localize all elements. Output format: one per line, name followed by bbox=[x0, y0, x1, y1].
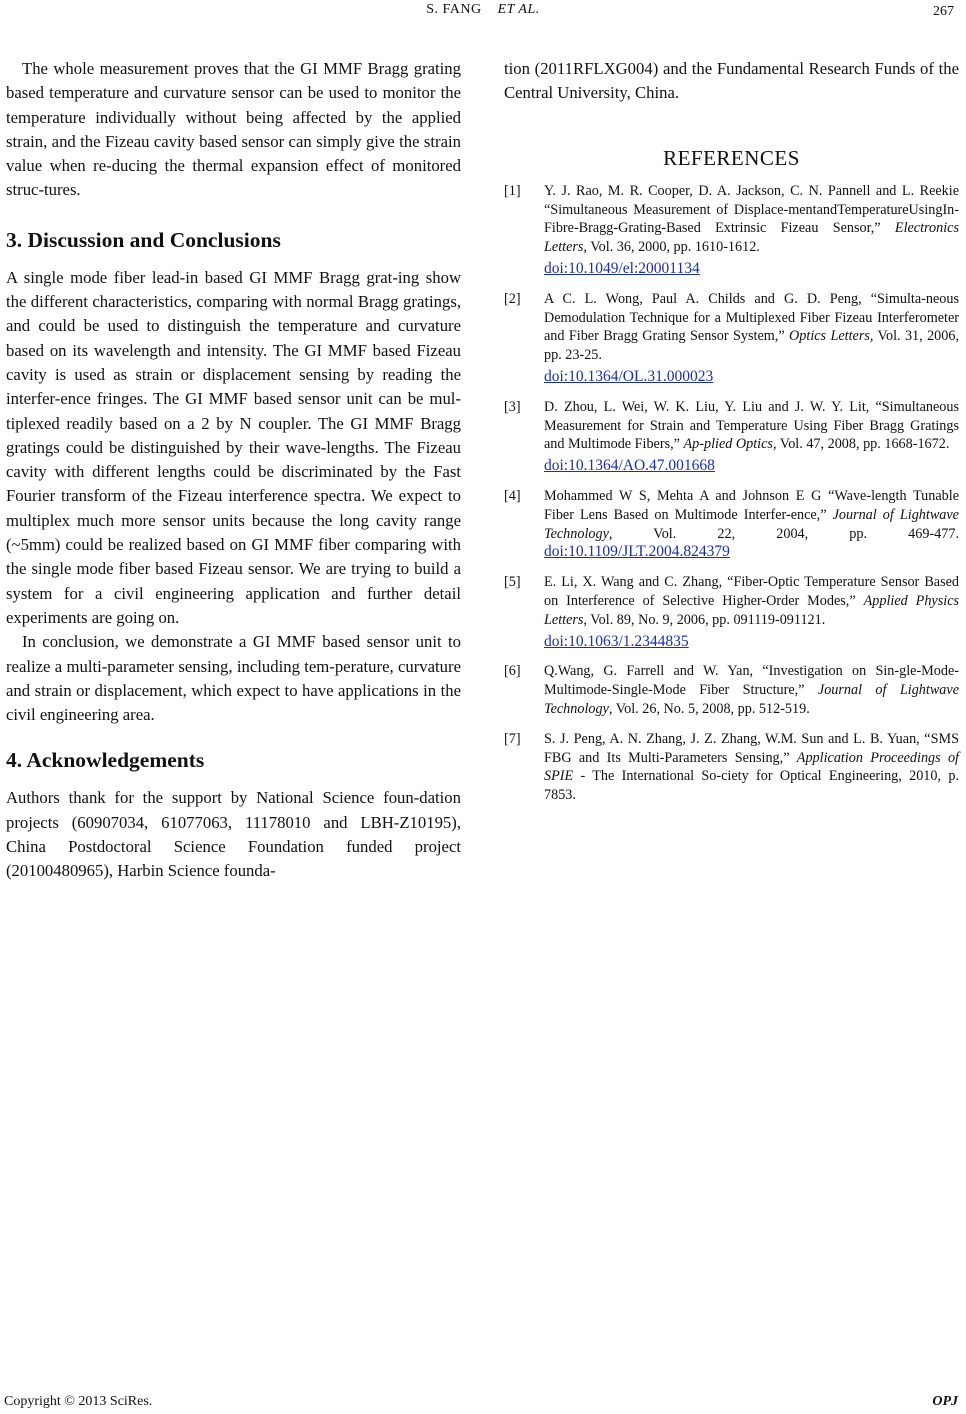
reference-citation: Y. J. Rao, M. R. Cooper, D. A. Jackson, C. N. Pannell and L. Reekie “Simultaneous Measurement of Displace-mentandTemperatureUsingIn-Fibre-Bragg-Grating-Based Extrinsic Fizeau Sensor,” bbox=[544, 182, 959, 237]
reference-number: [2] bbox=[504, 290, 521, 307]
reference-journal: Electronics Letters bbox=[544, 220, 959, 256]
reference-item bbox=[504, 662, 959, 718]
doi-link[interactable]: doi:10.1049/el:20001134 bbox=[544, 260, 700, 278]
reference-text bbox=[544, 662, 959, 718]
running-title bbox=[0, 2, 966, 18]
reference-journal: Journal of Lightwave Technology bbox=[544, 682, 959, 718]
page-number: 267 bbox=[933, 4, 954, 19]
journal-abbreviation: OPJ bbox=[932, 1394, 958, 1409]
reference-text bbox=[544, 182, 959, 279]
section-4-heading: 4. Acknowledgements bbox=[6, 748, 205, 773]
copyright-notice: Copyright © 2013 SciRes. bbox=[4, 1394, 153, 1409]
left-column bbox=[6, 57, 461, 884]
reference-journal: Application Proceedings of SPIE bbox=[544, 749, 960, 785]
reference-number: [3] bbox=[504, 398, 521, 415]
doi-link[interactable]: doi:10.1364/AO.47.001668 bbox=[544, 457, 715, 475]
reference-item bbox=[504, 487, 959, 562]
reference-text bbox=[544, 487, 959, 562]
reference-journal: Ap-plied Optics, bbox=[683, 436, 777, 453]
running-title-author: S. FANG bbox=[426, 2, 482, 17]
reference-citation: A C. L. Wong, Paul A. Childs and G. D. Peng, “Simulta-neous Demodulation Technique for a Multiplexed Fiber Fizeau Interferometer and Fiber Bragg Grating Sensor System,” bbox=[544, 290, 959, 345]
reference-item bbox=[504, 182, 959, 279]
section-3-heading: 3. Discussion and Conclusions bbox=[6, 227, 281, 252]
reference-details: , Vol. 31, 2006, pp. 23-25. bbox=[544, 328, 959, 364]
reference-details: , Vol. 26, No. 5, 2008, pp. 512-519. bbox=[608, 701, 810, 718]
reference-citation: E. Li, X. Wang and C. Zhang, “Fiber-Optic Temperature Sensor Based on Interference of Selective Higher-Order Modes,” bbox=[544, 574, 959, 610]
reference-text bbox=[544, 573, 959, 651]
reference-citation: S. J. Peng, A. N. Zhang, J. Z. Zhang, W.M. Sun and L. B. Yuan, “SMS FBG and Its Multi-Parameters Sensing,” bbox=[544, 730, 959, 766]
reference-item bbox=[504, 730, 959, 805]
reference-journal: Journal of Lightwave Technology bbox=[544, 506, 959, 542]
reference-details: Vol. 47, 2008, pp. 1668-1672. bbox=[776, 436, 950, 453]
right-column bbox=[504, 57, 959, 816]
reference-list bbox=[504, 182, 959, 805]
reference-journal: Optics Letters bbox=[789, 328, 870, 345]
discussion-paragraph: A single mode fiber lead-in based GI MMF Bragg grat-ing show the different characteristics, comparing with normal Bragg gratings, and could be used to distinguish the temperature and curvature based on its wavelength and intensity. The GI MMF based Fizeau cavity is used as strain or displacement sensing by reading the interfer-ence fringes. The GI MMF based sensor unit can be mul-tiplexed readily based on a 2 by N coupler. The GI MMF Bragg gratings could be distinguished by their wave-lengths. The Fizeau cavity with different lengths could be discriminated by the Fast Fourier transform of the Fizeau interference spectra. We expect to multiplex much more sensor units because the long cavity range (~5mm) could be realized based on GI MMF fiber comparing with the single mode fiber based Fizeau sensor. We are trying to build a system for a civil engineering application and further detail experiments are going on. bbox=[6, 267, 461, 627]
reference-text bbox=[544, 730, 959, 805]
reference-number: [1] bbox=[504, 182, 521, 199]
reference-text bbox=[544, 290, 959, 387]
doi-link[interactable]: doi:10.1063/1.2344835 bbox=[544, 632, 689, 650]
reference-details: - The International So-ciety for Optical Engineering, 2010, p. 7853. bbox=[544, 768, 959, 804]
acknowledgements-continued: tion (2011RFLXG004) and the Fundamental Research Funds of the Central University, China. bbox=[504, 59, 959, 103]
doi-link[interactable]: doi:10.1364/OL.31.000023 bbox=[544, 368, 714, 386]
reference-journal: Applied Physics Letters bbox=[544, 593, 960, 628]
conclusion-paragraph: In conclusion, we demonstrate a GI MMF based sensor unit to realize a multi-parameter sensing, including tem-perature, curvature and strain or displacement, which expect to have applications in the civil engineering area. bbox=[6, 632, 461, 725]
running-title-etal: ET AL. bbox=[497, 2, 540, 17]
page-header bbox=[0, 0, 966, 24]
reference-details: , Vol. 89, No. 9, 2006, pp. 091119-091121. bbox=[583, 611, 826, 628]
reference-citation: Q.Wang, G. Farrell and W. Yan, “Investigation on Sin-gle-Mode-Multimode-Single-Mode Fiber Structure,” bbox=[544, 663, 959, 699]
reference-number: [4] bbox=[504, 488, 521, 505]
reference-item bbox=[504, 398, 959, 476]
reference-number: [5] bbox=[504, 574, 521, 591]
reference-citation: D. Zhou, L. Wei, W. K. Liu, Y. Liu and J. W. Y. Lit, “Simultaneous Measurement for Strain and Temperature Using Fiber Bragg Gratings and Multimode Fibers,” bbox=[544, 398, 959, 453]
reference-item bbox=[504, 573, 959, 651]
doi-link[interactable]: doi:10.1109/JLT.2004.824379 bbox=[544, 543, 730, 561]
reference-item bbox=[504, 290, 959, 387]
reference-number: [6] bbox=[504, 663, 521, 680]
results-paragraph: The whole measurement proves that the GI MMF Bragg grating based temperature and curvature sensor can be used to monitor the temperature individually without being affected by the applied strain, and the Fizeau cavity based sensor can simply give the strain value when re-ducing the thermal expansion effect of monitored struc-tures. bbox=[6, 59, 461, 200]
references-heading: REFERENCES bbox=[663, 145, 800, 170]
page-footer bbox=[0, 1388, 966, 1414]
reference-details: , Vol. 36, 2000, pp. 1610-1612. bbox=[583, 239, 760, 256]
reference-citation: Mohammed W S, Mehta A and Johnson E G “Wave-length Tunable Fiber Lens Based on Multimode Interfer-ence,” bbox=[544, 488, 959, 523]
acknowledgements-paragraph: Authors thank for the support by National Science foun-dation projects (60907034, 61077063, 11178010 and LBH-Z10195), China Postdoctoral Science Foundation funded project (20100480965), Harbin Science founda- bbox=[6, 788, 461, 881]
reference-number: [7] bbox=[504, 730, 521, 747]
reference-details: , Vol. 22, 2004, pp. 469-477. bbox=[608, 525, 959, 542]
reference-text bbox=[544, 398, 959, 476]
